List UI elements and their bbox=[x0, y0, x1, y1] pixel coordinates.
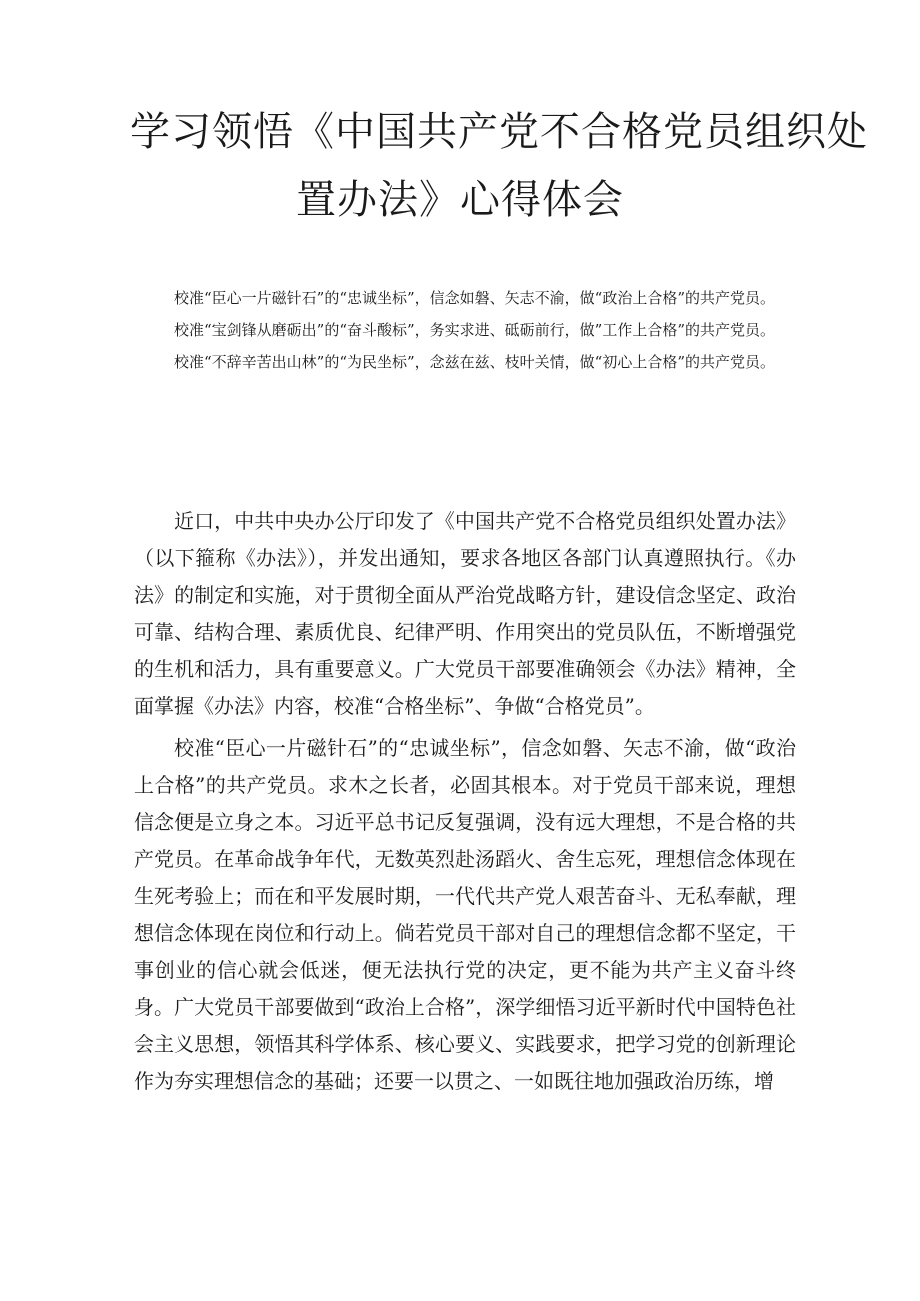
summary-item: 校准“臣心一片磁针石”的“忠诚坐标”，信念如磐、矢志不渝，做“政治上合格”的共产党员。 bbox=[174, 289, 776, 307]
summary-item: 校准“宝剑锋从磨砺出”的“奋斗酸标”，务实求进、砥砺前行，做”工作上合格”的共产党员。 bbox=[174, 321, 776, 339]
body-text bbox=[134, 503, 796, 1105]
body-paragraph: 校准“臣心一片磁针石”的“忠诚坐标”，信念如磐、矢志不渝，做“政治上合格”的共产党员。求木之长者，必固其根本。对于党员干部来说，理想信念便是立身之本。习近平总书记反复强调，没有远大理想，不是合格的共产党员。在革命战争年代，无数英烈赴汤蹈火、舍生忘死，理想信念体现在生死考验上；而在和平发展时期，一代代共产党人艰苦奋斗、无私奉献，理想信念体现在岗位和行动上。倘若党员干部对自己的理想信念都不坚定，干事创业的信心就会低迷，便无法执行党的决定，更不能为共产主义奋斗终身。广大党员干部要做到“政治上合格”，深学细悟习近平新时代中国特色社会主义思想，领悟其科学体系、核心要义、实践要求，把学习党的创新理论作为夯实理想信念的基础；还要一以贯之、一如既往地加强政治历练，增 bbox=[134, 736, 796, 1093]
document-title-line-2: 置办法》心得体会 bbox=[296, 177, 624, 223]
document-title-line-1: 学习领悟《中国共产党不合格党员组织处 bbox=[130, 109, 868, 155]
body-paragraph: 近口，中共中央办公厅印发了《中国共产党不合格党员组织处置办法》（以下箍称《办法》），并发出通知，要求各地区各部门认真遵照执行。《办法》的制定和实施，对于贯彻全面从严治党战略方针，建设信念坚定、政治可靠、结构合理、素质优良、纪律严明、作用突出的党员队伍，不断增强党的生机和活力，具有重要意义。广大党员干部要准确领会《办法》精神，全面掌握《办法》内容，校准“合格坐标”、争做“合格党员”。 bbox=[134, 509, 796, 718]
summary-item: 校准“不辞辛苦出山林”的“为民坐标”，念兹在兹、枝叶关情，做“初心上合格”的共产党员。 bbox=[174, 353, 776, 371]
summary-block bbox=[134, 282, 796, 378]
